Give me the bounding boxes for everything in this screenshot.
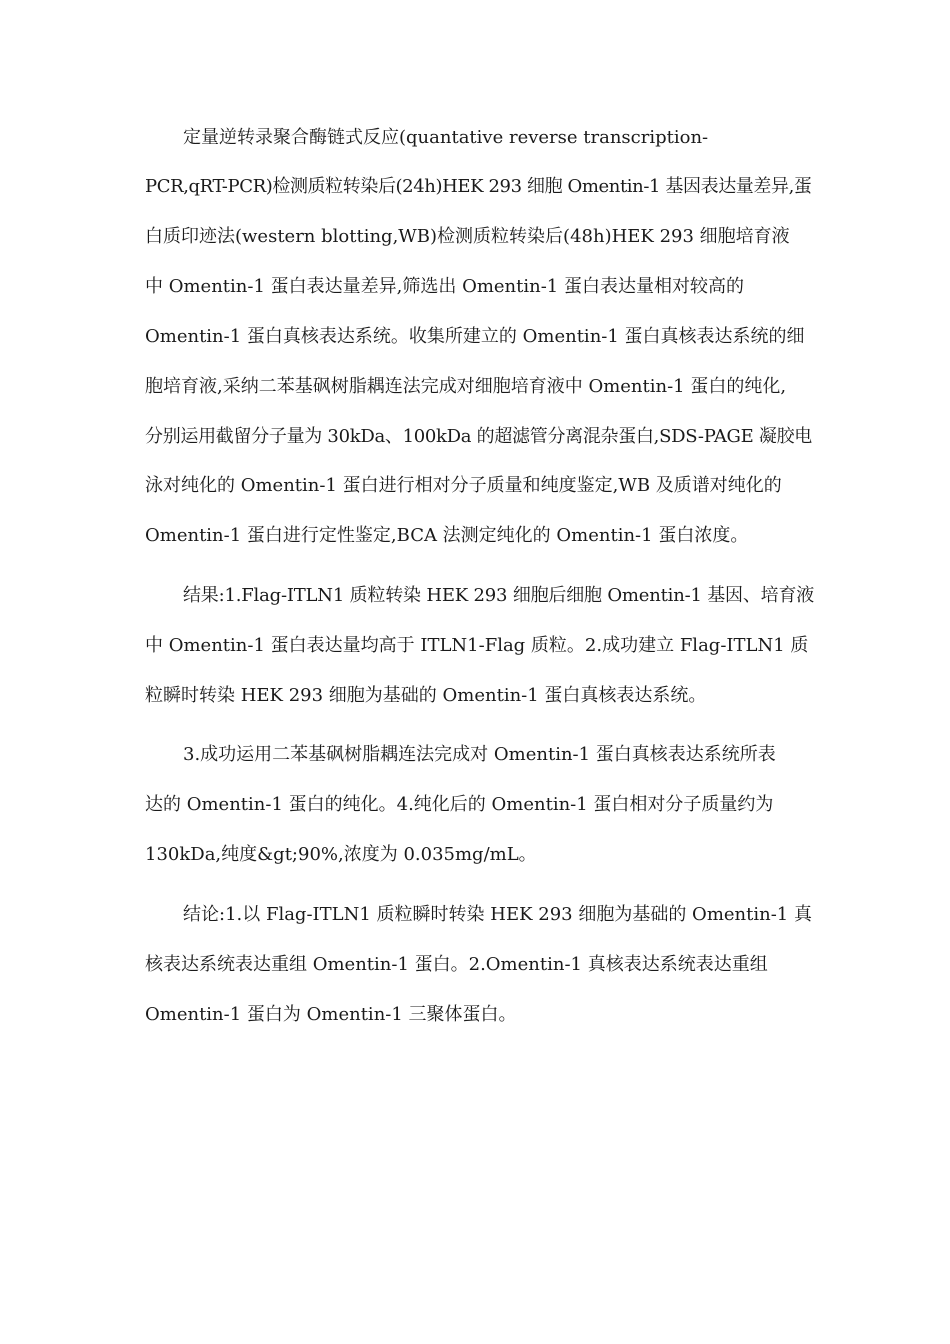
- text-line: 结论:1.以 Flag-ITLN1 质粒瞬时转染 HEK 293 细胞为基础的 Omentin-1 真: [183, 904, 812, 925]
- text-line: 定量逆转录聚合酶链式反应(quantative reverse transcription-: [183, 127, 709, 148]
- text-line: 核表达系统表达重组 Omentin-1 蛋白。2.Omentin-1 真核表达系统表达重组: [145, 954, 768, 975]
- text-line: Omentin-1 蛋白进行定性鉴定,BCA 法测定纯化的 Omentin-1 蛋白浓度。: [145, 525, 749, 546]
- text-line: 结果:1.Flag-ITLN1 质粒转染 HEK 293 细胞后细胞 Omentin-1 基因、培育液: [183, 585, 815, 606]
- text-line: 分别运用截留分子量为 30kDa、100kDa 的超滤管分离混杂蛋白,SDS-PAGE 凝胶电: [145, 426, 812, 447]
- text-line: 白质印迹法(western blotting,WB)检测质粒转染后(48h)HEK 293 细胞培育液: [145, 226, 790, 247]
- text-line: 3.成功运用二苯基砜树脂耦连法完成对 Omentin-1 蛋白真核表达系统所表: [183, 744, 776, 765]
- text-line: 胞培育液,采纳二苯基砜树脂耦连法完成对细胞培育液中 Omentin-1 蛋白的纯化,: [145, 376, 787, 397]
- text-line: 130kDa,纯度&gt;90%,浓度为 0.035mg/mL。: [145, 844, 537, 865]
- text-line: 泳对纯化的 Omentin-1 蛋白进行相对分子质量和纯度鉴定,WB 及质谱对纯化的: [145, 475, 782, 496]
- text-line: Omentin-1 蛋白真核表达系统。收集所建立的 Omentin-1 蛋白真核表达系统的细: [145, 326, 805, 347]
- text-line: PCR,qRT-PCR)检测质粒转染后(24h)HEK 293 细胞 Omentin-1 基因表达量差异,蛋: [145, 176, 812, 197]
- text-line: 粒瞬时转染 HEK 293 细胞为基础的 Omentin-1 蛋白真核表达系统。: [145, 685, 707, 706]
- text-line: 中 Omentin-1 蛋白表达量差异,筛选出 Omentin-1 蛋白表达量相对较高的: [145, 276, 744, 297]
- text-line: 达的 Omentin-1 蛋白的纯化。4.纯化后的 Omentin-1 蛋白相对分子质量约为: [145, 794, 774, 815]
- text-line: 中 Omentin-1 蛋白表达量均高于 ITLN1-Flag 质粒。2.成功建立 Flag-ITLN1 质: [145, 635, 809, 656]
- text-line: Omentin-1 蛋白为 Omentin-1 三聚体蛋白。: [145, 1004, 517, 1025]
